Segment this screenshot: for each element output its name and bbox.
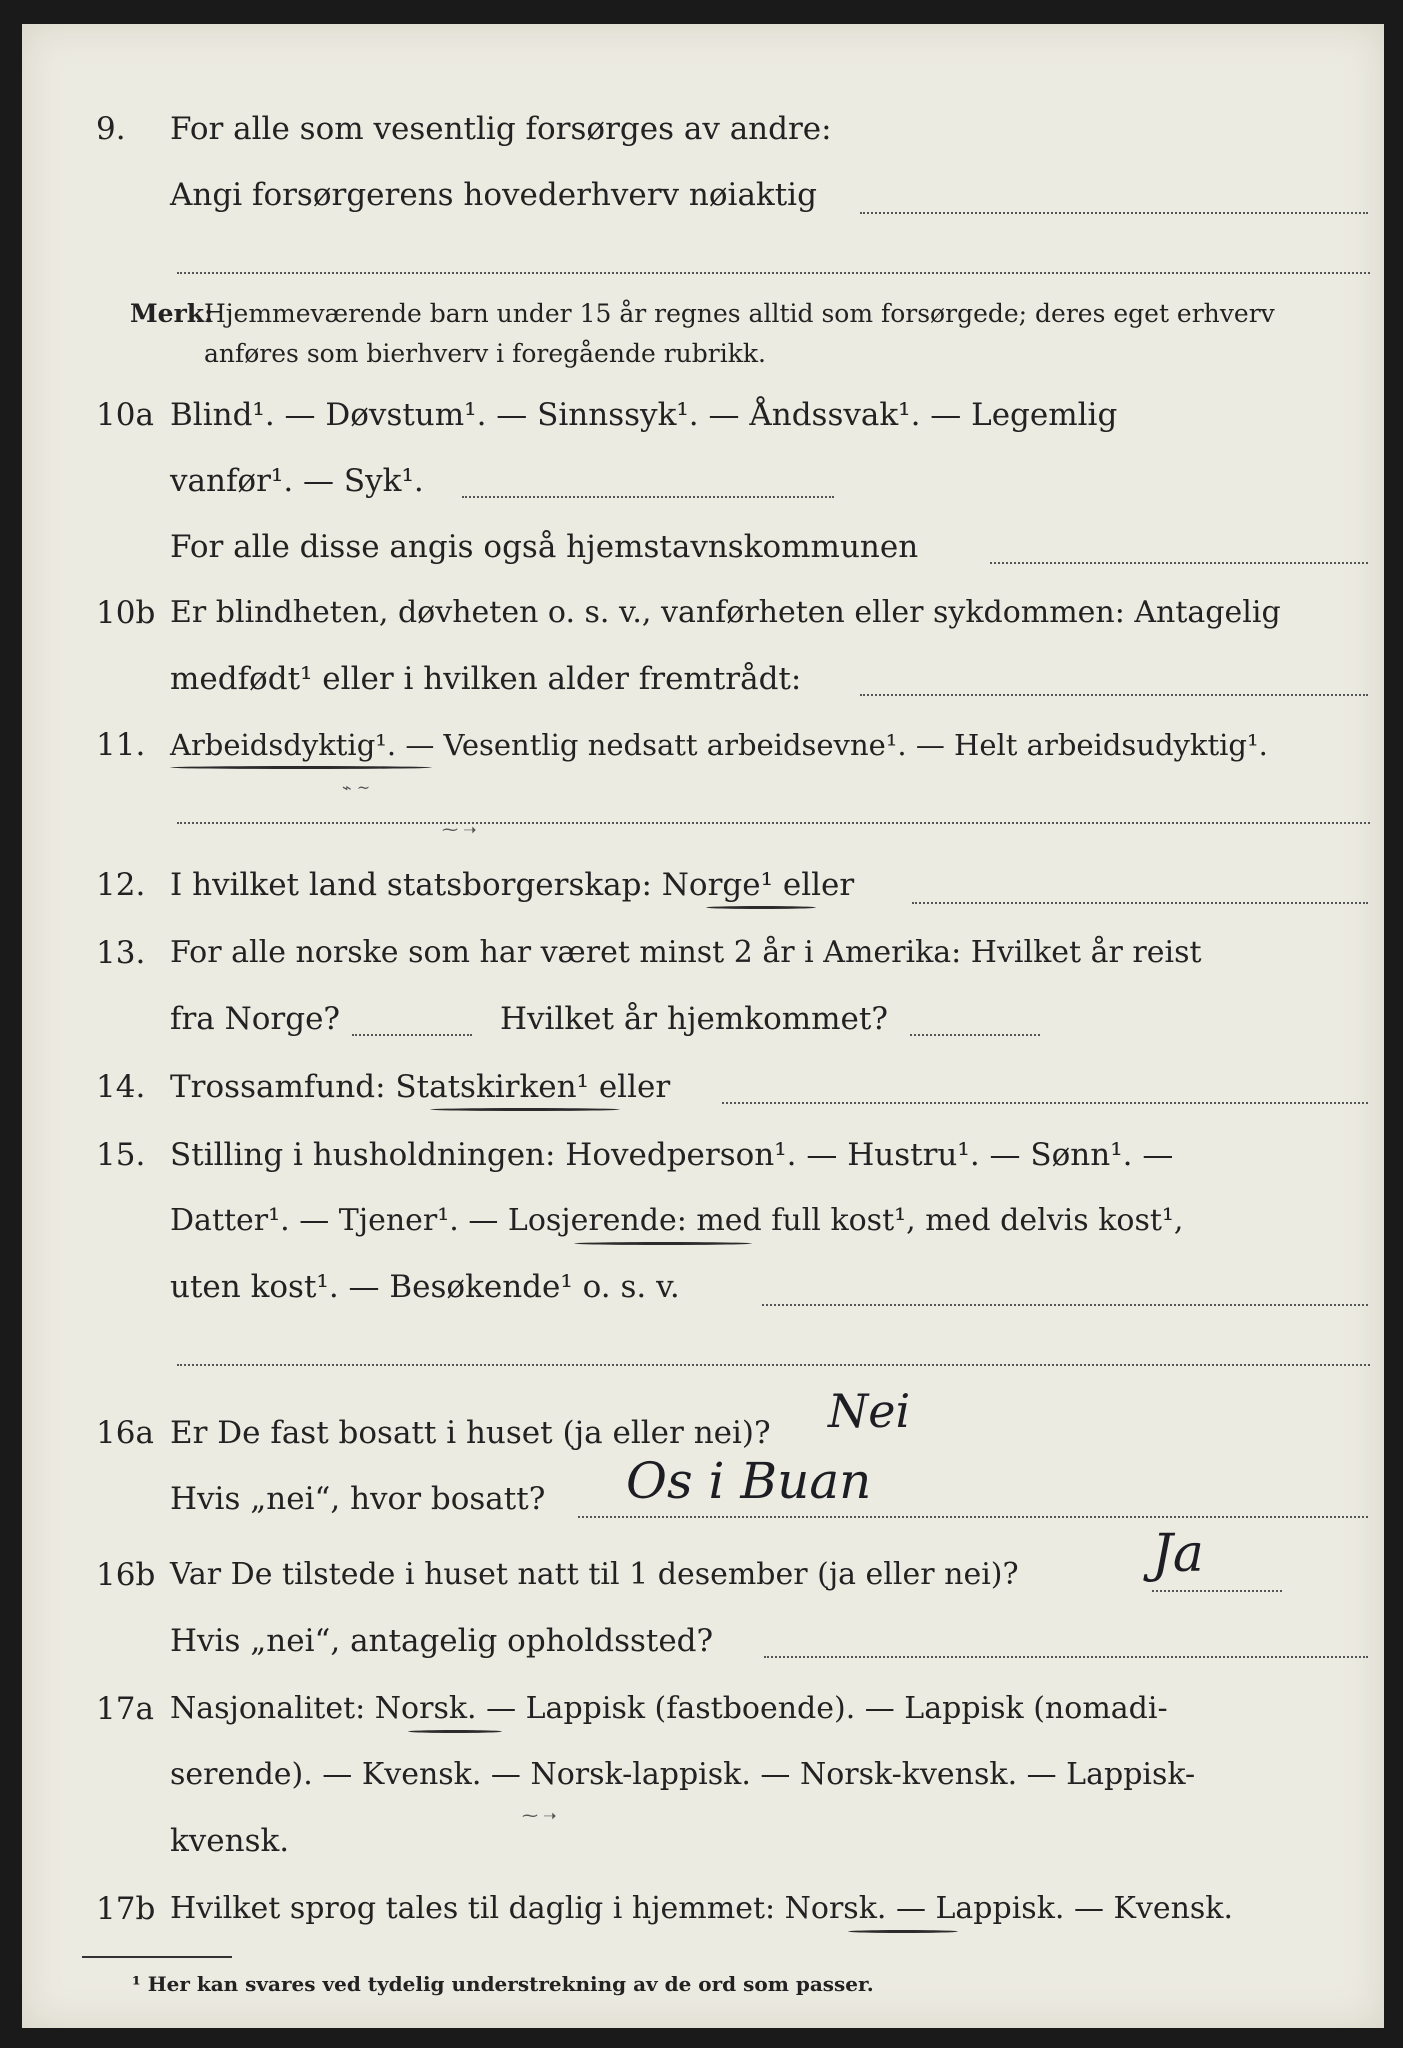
question-10a-line3 <box>22 514 1384 580</box>
question-number: 14. <box>96 1069 146 1105</box>
answer-line <box>764 1656 1368 1658</box>
question-number: 9. <box>96 111 126 147</box>
note-label: Merk: <box>130 299 214 328</box>
question-text: Trossamfund: Statskirken¹ eller <box>170 1069 671 1105</box>
answer-line <box>462 496 834 498</box>
question-13-line2 <box>22 986 1384 1052</box>
handwritten-answer: Os i Buan <box>626 1452 872 1510</box>
question-10b <box>22 580 1384 646</box>
question-text: medfødt¹ eller i hvilken alder fremtrådt: <box>170 661 802 697</box>
handwritten-underline <box>706 906 816 909</box>
question-10a <box>22 382 1384 448</box>
question-text: Datter¹. — Tjener¹. — Losjerende: med full kost¹, med delvis kost¹, <box>170 1203 1184 1238</box>
answer-line <box>762 1304 1368 1306</box>
pencil-mark: ⌁ ~ <box>342 778 371 797</box>
question-15-line3 <box>22 1254 1384 1320</box>
question-text: Hvis „nei“, antagelig opholdssted? <box>170 1623 714 1659</box>
handwritten-answer: Ja <box>1152 1524 1204 1584</box>
question-number: 10b <box>96 595 156 631</box>
question-text: Var De tilstede i huset natt til 1 desember (ja eller nei)? <box>170 1557 1019 1592</box>
answer-line <box>177 822 1370 824</box>
question-10b-line2 <box>22 646 1384 712</box>
question-17b <box>22 1876 1384 1942</box>
question-17a-line3 <box>22 1808 1384 1874</box>
question-text: Angi forsørgerens hovederhverv nøiaktig <box>170 177 817 213</box>
question-text: fra Norge? <box>170 1001 341 1037</box>
question-17a <box>22 1676 1384 1742</box>
question-text: serende). — Kvensk. — Norsk-lappisk. — Norsk-kvensk. — Lappisk- <box>170 1757 1196 1792</box>
question-number: 16b <box>96 1557 156 1593</box>
question-text: Er De fast bosatt i huset (ja eller nei)? <box>170 1415 771 1451</box>
handwritten-answer: Nei <box>828 1384 911 1438</box>
question-text: For alle disse angis også hjemstavnskommunen <box>170 529 919 565</box>
handwritten-underline <box>848 1930 958 1933</box>
question-number: 10a <box>96 397 154 433</box>
question-text: Nasjonalitet: Norsk. — Lappisk (fastboende). — Lappisk (nomadi- <box>170 1691 1168 1726</box>
answer-line <box>1152 1590 1282 1592</box>
question-15 <box>22 1122 1384 1188</box>
handwritten-underline <box>408 1730 502 1733</box>
answer-line <box>722 1102 1368 1104</box>
answer-line <box>912 902 1368 904</box>
handwritten-underline <box>170 766 432 769</box>
question-number: 12. <box>96 867 146 903</box>
question-text: Hvis „nei“, hvor bosatt? <box>170 1481 546 1517</box>
handwritten-underline <box>430 1108 620 1111</box>
answer-line <box>352 1034 472 1036</box>
answer-line <box>990 562 1368 564</box>
question-text: Hvilket sprog tales til daglig i hjemmet: Norsk. — Lappisk. — Kvensk. <box>170 1891 1234 1926</box>
question-text: kvensk. <box>170 1823 290 1859</box>
question-text: I hvilket land statsborgerskap: Norge¹ eller <box>170 867 855 903</box>
question-text: vanfør¹. — Syk¹. <box>170 463 424 499</box>
question-10a-line2 <box>22 448 1384 514</box>
answer-line <box>177 272 1370 274</box>
question-text: Blind¹. — Døvstum¹. — Sinnssyk¹. — Åndssvak¹. — Legemlig <box>170 397 1118 433</box>
answer-line <box>177 1364 1370 1366</box>
answer-line <box>860 694 1368 696</box>
question-text: Arbeidsdyktig¹. — Vesentlig nedsatt arbeidsevne¹. — Helt arbeidsudyktig¹. <box>170 728 1268 762</box>
footnote-rule <box>82 1956 232 1958</box>
question-12 <box>22 852 1384 918</box>
note-text: anføres som bierhverv i foregående rubrikk. <box>204 339 766 368</box>
question-text: uten kost¹. — Besøkende¹ o. s. v. <box>170 1269 680 1305</box>
question-13 <box>22 920 1384 986</box>
question-number: 15. <box>96 1137 146 1173</box>
question-number: 11. <box>96 727 146 763</box>
answer-line <box>910 1034 1040 1036</box>
answer-line <box>578 1516 1368 1518</box>
pencil-mark: ⁓ ➝ <box>522 1806 557 1825</box>
question-number: 17a <box>96 1691 154 1727</box>
question-text: For alle som vesentlig forsørges av andre: <box>170 111 832 147</box>
question-text: Stilling i husholdningen: Hovedperson¹. — Hustru¹. — Sønn¹. — <box>170 1137 1174 1173</box>
question-number: 16a <box>96 1415 154 1451</box>
question-text: For alle norske som har været minst 2 år i Amerika: Hvilket år reist <box>170 935 1202 970</box>
question-17a-line2 <box>22 1742 1384 1808</box>
footnote: ¹ Her kan svares ved tydelig understrekning av de ord som passer. <box>132 1972 874 1996</box>
question-16b-line2 <box>22 1608 1384 1674</box>
question-14 <box>22 1054 1384 1120</box>
question-text: Er blindheten, døvheten o. s. v., vanførheten eller sykdommen: Antagelig <box>170 595 1281 630</box>
question-text: Hvilket år hjemkommet? <box>500 1001 888 1037</box>
handwritten-underline <box>574 1242 752 1245</box>
question-number: 13. <box>96 935 146 971</box>
pencil-mark: ⁓ ➝ <box>442 820 477 839</box>
answer-line <box>860 212 1368 214</box>
question-number: 17b <box>96 1891 156 1927</box>
census-form-page <box>22 24 1384 2028</box>
question-9-line2 <box>22 162 1384 228</box>
question-9 <box>22 96 1384 162</box>
note-text: Hjemmeværende barn under 15 år regnes alltid som forsørgede; deres eget erhverv <box>204 299 1275 328</box>
